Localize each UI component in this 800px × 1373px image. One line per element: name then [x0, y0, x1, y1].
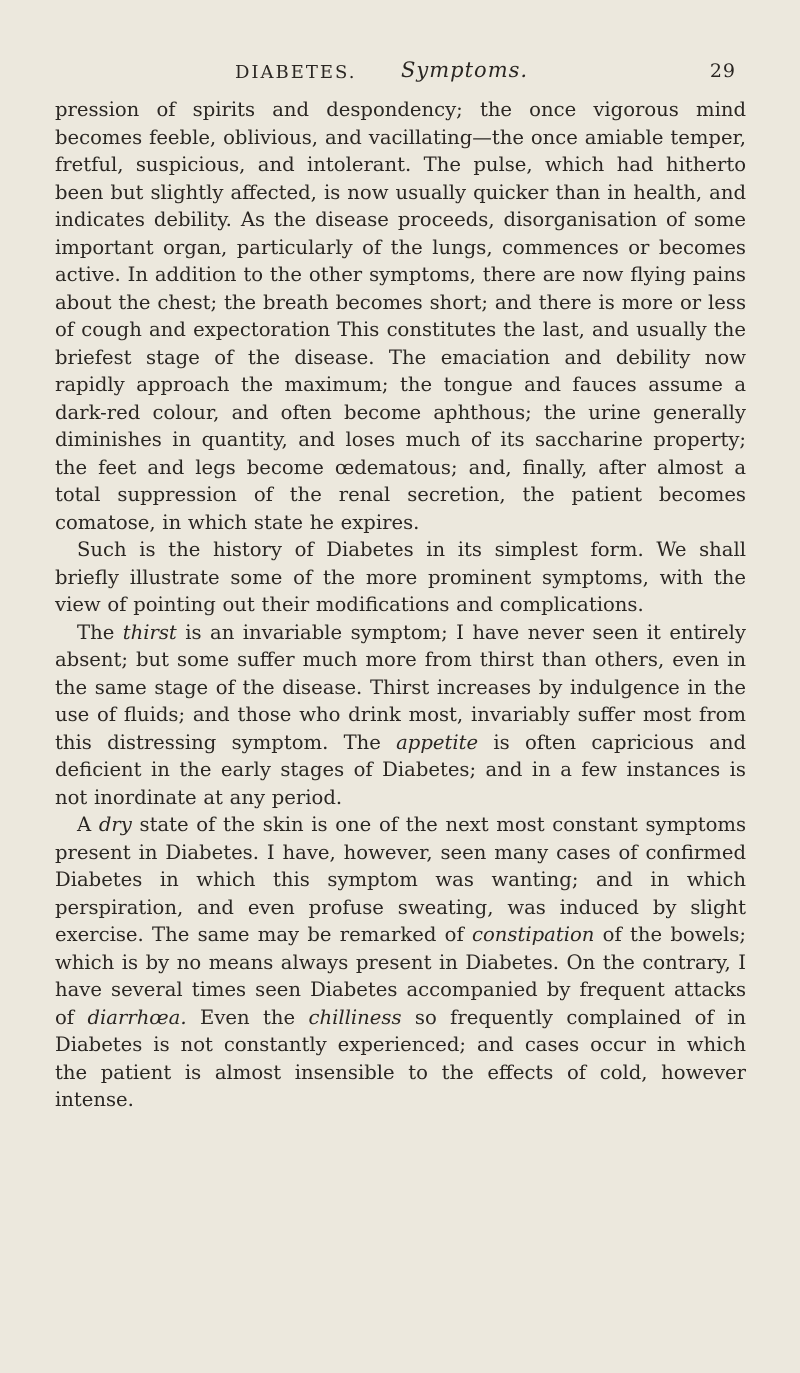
text-run: is an invariable symptom; I have never seen it entirely absent; but some suffer much more from thirst than others, even in the same stage of the disease. Thirst increases by indulgence in the use of fluids; and those who drink most, invariably suffer most from this distressing symptom. The — [55, 620, 746, 754]
body-text — [55, 96, 746, 1114]
italic-term: chilliness — [308, 1005, 402, 1029]
page-number: 29 — [709, 60, 736, 82]
italic-term: appetite — [396, 730, 479, 754]
italic-term: diarrhœa. — [87, 1005, 187, 1029]
text-run: so frequently complained of in Diabetes is not constantly experienced; and cases occur in which the patient is almost insensible to the effects of cold, however intense. — [55, 1005, 746, 1111]
text-run: is often capricious and deficient in the early stages of Diabetes; and in a few instances is not inordinate at any period. — [55, 730, 746, 809]
text-run: Such is the history of Diabetes in its simplest form. We shall briefly illustrate some of the more prominent symptoms, with the view of pointing out their modifications and complications. — [55, 538, 746, 616]
running-head — [55, 52, 746, 90]
text-run: Even the — [186, 1005, 309, 1029]
text-run: of the bowels; which is by no means always present in Diabetes. On the contrary, I have several times seen Diabetes accompanied by frequent attacks of — [55, 923, 747, 1029]
italic-term: constipation — [472, 923, 595, 946]
paragraph — [55, 96, 746, 536]
text-run: A — [77, 813, 99, 836]
text-run: state of the skin is one of the next most constant symptoms present in Diabetes. I have, however, seen many cases of confirmed Diabetes in which this symptom was wanting; and in which perspiration, and even profuse sweating, was induced by slight exercise. The same may be remarked of — [55, 813, 746, 946]
running-head-title: DIABETES. — [235, 62, 357, 83]
text-run: pression of spirits and despondency; the once vigorous mind becomes feeble, oblivious, and vacillating—the once amiable temper, fretful, suspicious, and intolerant. The pulse, which had hitherto been but slightly affected, is now usually quicker than in health, and indicates debility. As the disease proceeds, disorganisation of some important organ, particularly of the lungs, commences or becomes active. In addition to the other symptoms, there are now flying pains about the chest; the breath becomes short; and there is more or less of cough and expectoration This constitutes the last, and usually the briefest stage of the disease. The emaciation and debility now rapidly approach the maximum; the tongue and fauces assume a dark-red colour, and often become aphthous; the urine generally diminishes in quantity, and loses much of its saccharine property; the feet and legs become œdematous; and, finally, after almost a total suppression of the renal secretion, the patient becomes comatose, in which state he expires. — [55, 98, 746, 534]
paragraph — [55, 619, 746, 812]
text-run: The — [77, 620, 123, 644]
italic-term: dry — [98, 813, 132, 836]
paragraph — [55, 811, 746, 1114]
paragraph — [55, 536, 746, 619]
italic-term: thirst — [122, 620, 177, 644]
running-head-subject: Symptoms. — [401, 58, 529, 82]
